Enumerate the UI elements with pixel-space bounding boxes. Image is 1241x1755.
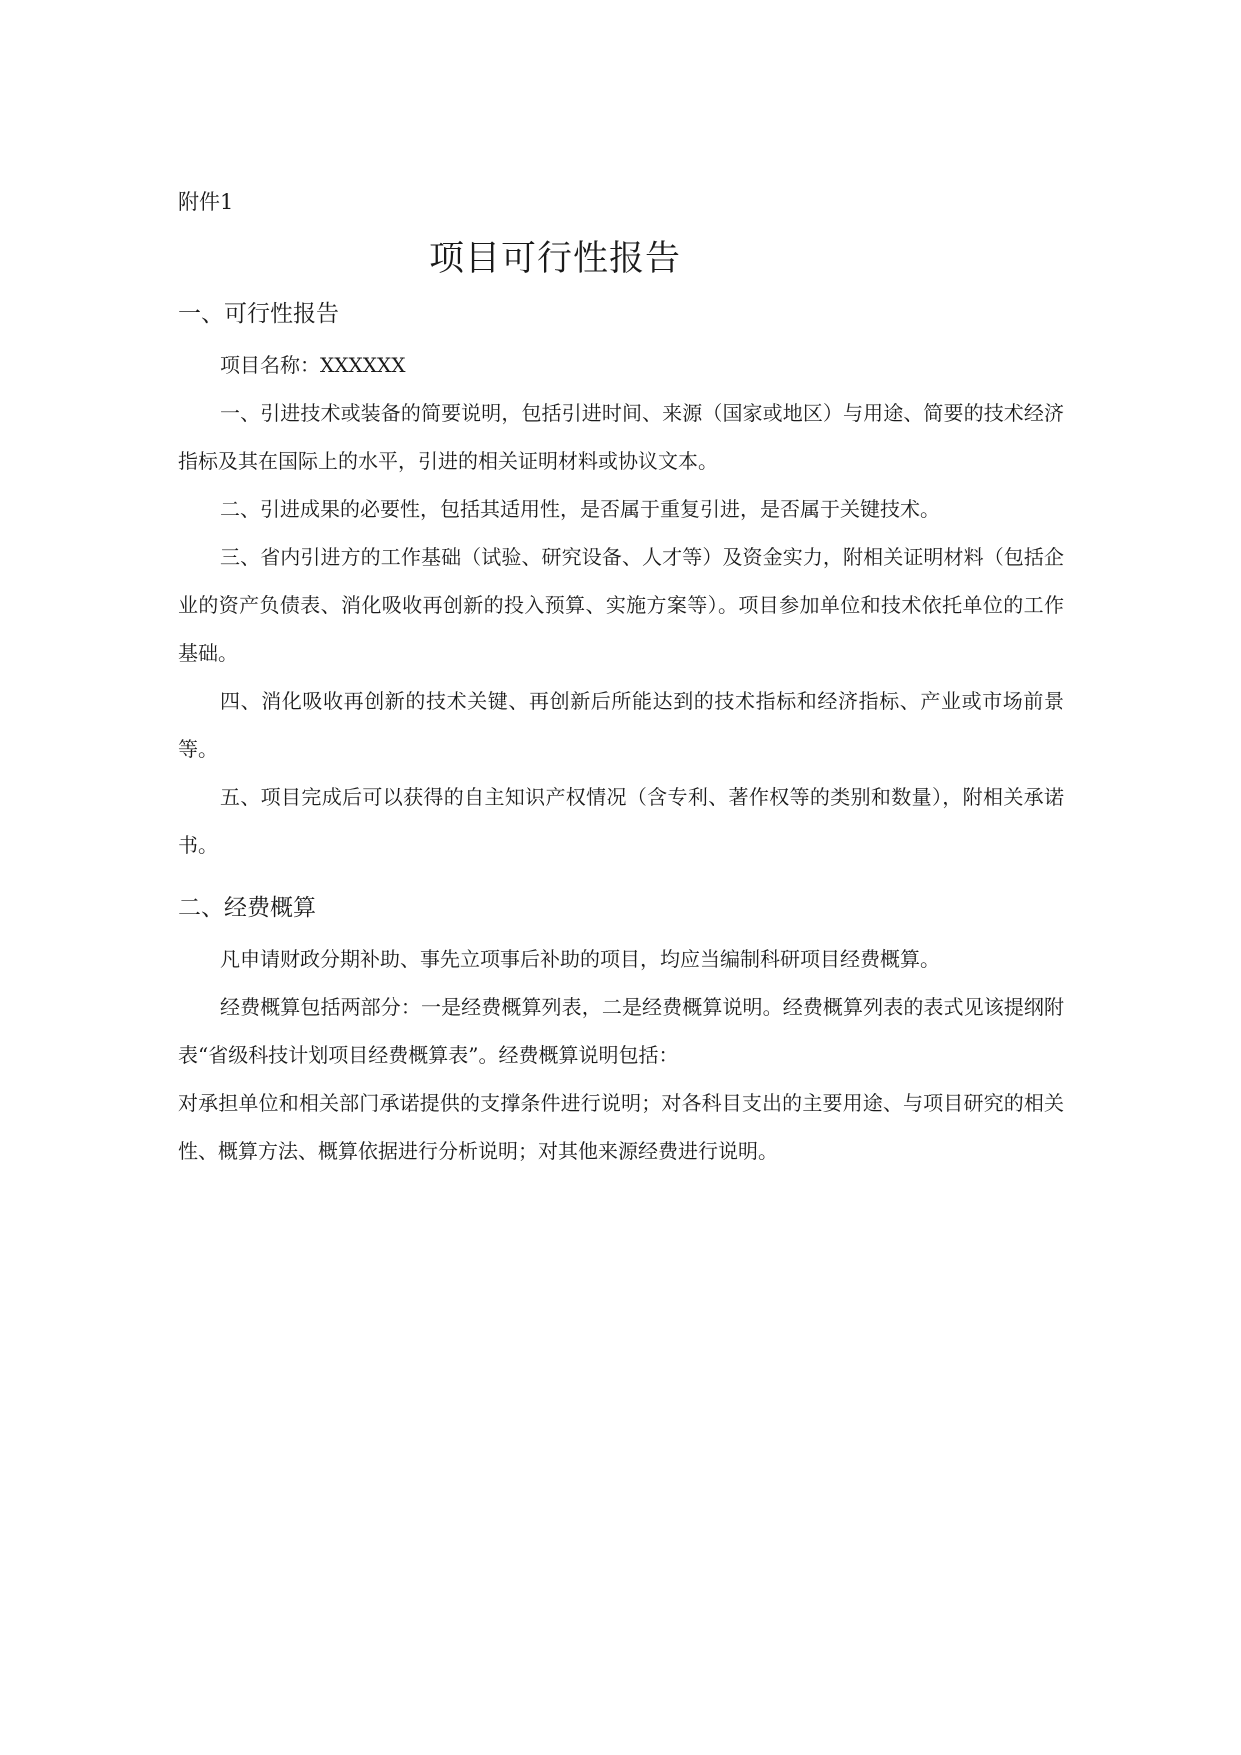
feasibility-item-5: 五、项目完成后可以获得的自主知识产权情况（含专利、著作权等的类别和数量），附相关承诺书。 — [178, 785, 1064, 857]
budget-paragraph-3: 对承担单位和相关部门承诺提供的支撑条件进行说明；对各科目支出的主要用途、与项目研究的相关性、概算方法、概算依据进行分析说明；对其他来源经费进行说明。 — [178, 1091, 1064, 1163]
budget-paragraph-2: 经费概算包括两部分：一是经费概算列表，二是经费概算说明。经费概算列表的表式见该提纲附表“省级科技计划项目经费概算表”。经费概算说明包括： — [178, 995, 1064, 1067]
feasibility-item-2: 二、引进成果的必要性，包括其适用性，是否属于重复引进，是否属于关键技术。 — [220, 497, 940, 521]
feasibility-item-4: 四、消化吸收再创新的技术关键、再创新后所能达到的技术指标和经济指标、产业或市场前景等。 — [178, 689, 1064, 761]
section-heading-budget: 二、经费概算 — [178, 895, 316, 921]
document-title: 项目可行性报告 — [428, 239, 681, 279]
feasibility-item-1: 一、引进技术或装备的简要说明，包括引进时间、来源（国家或地区）与用途、简要的技术经济指标及其在国际上的水平，引进的相关证明材料或协议文本。 — [178, 401, 1064, 473]
feasibility-item-3: 三、省内引进方的工作基础（试验、研究设备、人才等）及资金实力，附相关证明材料（包括企业的资产负债表、消化吸收再创新的投入预算、实施方案等）。项目参加单位和技术依托单位的工作基础。 — [178, 545, 1064, 665]
section-heading-feasibility: 一、可行性报告 — [178, 301, 339, 327]
budget-paragraph-1: 凡申请财政分期补助、事先立项事后补助的项目，均应当编制科研项目经费概算。 — [220, 947, 940, 971]
project-name-line: 项目名称：XXXXXX — [220, 353, 406, 377]
attachment-label: 附件1 — [178, 190, 234, 214]
